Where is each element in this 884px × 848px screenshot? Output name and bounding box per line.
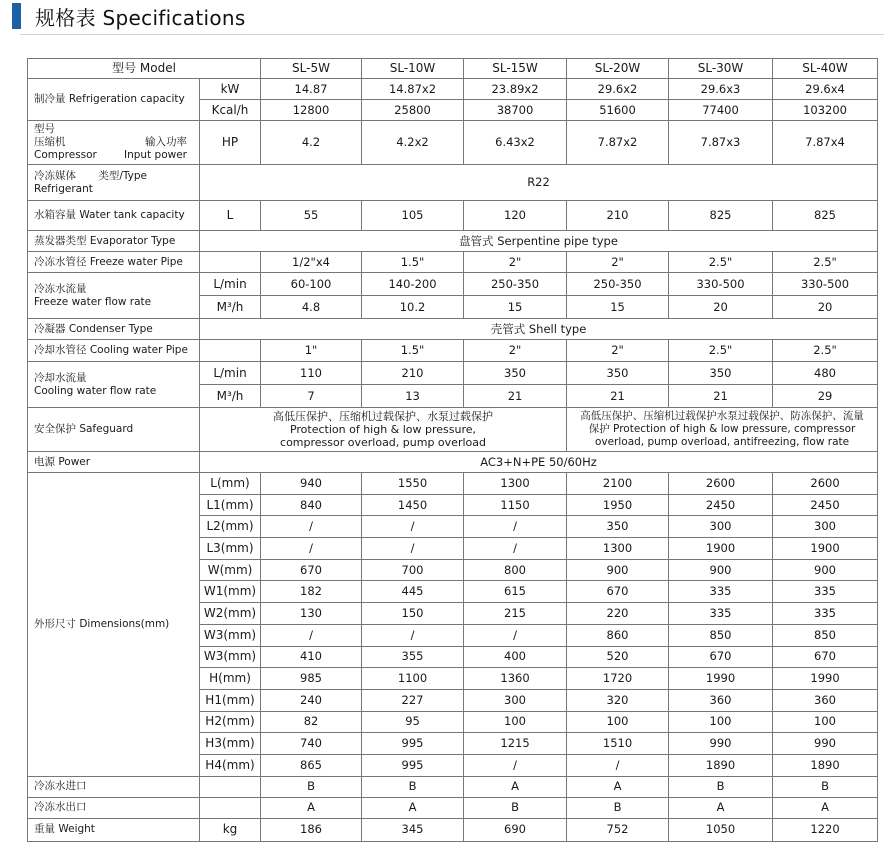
- value-cell: A: [362, 797, 464, 818]
- unit-cell: L/min: [200, 273, 261, 296]
- value-cell: 1720: [567, 668, 669, 690]
- value-cell: 400: [464, 646, 567, 668]
- unit-cell: W1(mm): [200, 581, 261, 603]
- value-cell: 2100: [567, 473, 669, 495]
- value-cell: 860: [567, 624, 669, 646]
- value-cell: 140-200: [362, 273, 464, 296]
- value-cell: 670: [669, 646, 773, 668]
- compressor-label-line: 型号: [34, 123, 55, 135]
- value-cell: 985: [261, 668, 362, 690]
- value-cell: 2.5": [773, 340, 878, 362]
- value-cell: 1510: [567, 733, 669, 755]
- value-cell: 335: [773, 581, 878, 603]
- unit-cell: W2(mm): [200, 603, 261, 625]
- value-cell: /: [362, 624, 464, 646]
- value-cell: 215: [464, 603, 567, 625]
- value-cell: 25800: [362, 100, 464, 121]
- safeguard-label: 安全保护 Safeguard: [28, 408, 200, 452]
- value-cell: 21: [567, 385, 669, 408]
- value-cell: 350: [669, 362, 773, 385]
- dimensions-label: 外形尺寸 Dimensions(mm): [28, 473, 200, 777]
- value-cell: 60-100: [261, 273, 362, 296]
- title-divider: [20, 34, 884, 35]
- unit-cell: kg: [200, 818, 261, 841]
- value-cell: 1990: [773, 668, 878, 690]
- value-cell: 100: [773, 711, 878, 733]
- value-cell: 23.89x2: [464, 79, 567, 100]
- value-cell: 15: [567, 296, 669, 319]
- unit-cell: M³/h: [200, 385, 261, 408]
- value-cell: 2": [567, 340, 669, 362]
- evaporator-value: 盘管式 Serpentine pipe type: [200, 231, 878, 252]
- unit-cell: [200, 776, 261, 797]
- value-cell: 335: [773, 603, 878, 625]
- value-cell: B: [567, 797, 669, 818]
- value-cell: /: [261, 538, 362, 560]
- compressor-label-line: [34, 136, 197, 149]
- weight-label: 重量 Weight: [28, 818, 200, 841]
- model-name-cell: SL-30W: [669, 59, 773, 79]
- unit-cell: L2(mm): [200, 516, 261, 538]
- value-cell: 21: [669, 385, 773, 408]
- value-cell: 100: [567, 711, 669, 733]
- value-cell: 13: [362, 385, 464, 408]
- value-cell: 7.87x4: [773, 121, 878, 165]
- value-cell: 865: [261, 754, 362, 776]
- header-row: [28, 59, 878, 79]
- freeze-flow-row: [28, 273, 878, 296]
- value-cell: 1890: [773, 754, 878, 776]
- outlet-row: [28, 797, 878, 818]
- page-title: 规格表 Specifications: [35, 5, 246, 30]
- value-cell: 4.2x2: [362, 121, 464, 165]
- value-cell: 120: [464, 201, 567, 231]
- value-cell: 300: [464, 689, 567, 711]
- value-cell: 210: [362, 362, 464, 385]
- value-cell: 14.87x2: [362, 79, 464, 100]
- value-cell: 2600: [669, 473, 773, 495]
- cooling-flow-label: [28, 362, 200, 408]
- value-cell: 520: [567, 646, 669, 668]
- value-cell: 335: [669, 581, 773, 603]
- value-cell: 670: [567, 581, 669, 603]
- value-cell: 1.5": [362, 252, 464, 273]
- value-cell: 150: [362, 603, 464, 625]
- value-cell: 21: [464, 385, 567, 408]
- value-cell: B: [464, 797, 567, 818]
- value-cell: 850: [669, 624, 773, 646]
- value-cell: 110: [261, 362, 362, 385]
- unit-cell: W3(mm): [200, 624, 261, 646]
- power-row: [28, 452, 878, 473]
- compressor-row: [28, 121, 878, 165]
- value-cell: 186: [261, 818, 362, 841]
- value-cell: 1950: [567, 494, 669, 516]
- safeguard-row: [28, 408, 878, 452]
- value-cell: 300: [669, 516, 773, 538]
- value-cell: 4.2: [261, 121, 362, 165]
- value-cell: 2": [464, 252, 567, 273]
- value-cell: 7.87x3: [669, 121, 773, 165]
- value-cell: 1150: [464, 494, 567, 516]
- compressor-label-text: 压缩机: [34, 136, 66, 148]
- value-cell: 1550: [362, 473, 464, 495]
- value-cell: 250-350: [567, 273, 669, 296]
- value-cell: 740: [261, 733, 362, 755]
- value-cell: 350: [567, 516, 669, 538]
- value-cell: 1.5": [362, 340, 464, 362]
- value-cell: /: [261, 516, 362, 538]
- safeguard-line: compressor overload, pump overload: [280, 436, 486, 449]
- compressor-label-text: Compressor: [34, 149, 97, 161]
- unit-cell: [200, 252, 261, 273]
- value-cell: 615: [464, 581, 567, 603]
- value-cell: 410: [261, 646, 362, 668]
- value-cell: 100: [464, 711, 567, 733]
- value-cell: 995: [362, 754, 464, 776]
- value-cell: 850: [773, 624, 878, 646]
- specifications-table: [27, 58, 878, 842]
- safeguard-line: Protection of high & low pressure,: [289, 423, 477, 436]
- value-cell: 752: [567, 818, 669, 841]
- unit-cell: H1(mm): [200, 689, 261, 711]
- model-name-cell: SL-5W: [261, 59, 362, 79]
- freeze-flow-label-line: 冷冻水流量: [34, 282, 87, 295]
- value-cell: 700: [362, 559, 464, 581]
- unit-cell: [200, 340, 261, 362]
- value-cell: 227: [362, 689, 464, 711]
- value-cell: 330-500: [669, 273, 773, 296]
- value-cell: 12800: [261, 100, 362, 121]
- value-cell: 55: [261, 201, 362, 231]
- value-cell: 1050: [669, 818, 773, 841]
- unit-cell: W(mm): [200, 559, 261, 581]
- unit-cell: L: [200, 201, 261, 231]
- freeze-flow-label: [28, 273, 200, 319]
- value-cell: /: [362, 538, 464, 560]
- value-cell: A: [669, 797, 773, 818]
- unit-cell: W3(mm): [200, 646, 261, 668]
- unit-cell: L(mm): [200, 473, 261, 495]
- value-cell: /: [464, 516, 567, 538]
- value-cell: B: [261, 776, 362, 797]
- value-cell: 1/2"x4: [261, 252, 362, 273]
- value-cell: A: [464, 776, 567, 797]
- value-cell: 1100: [362, 668, 464, 690]
- value-cell: 300: [773, 516, 878, 538]
- page-header: [12, 2, 246, 30]
- cooling-pipe-label: 冷却水管径 Cooling water Pipe: [28, 340, 200, 362]
- refrigerant-row: [28, 165, 878, 201]
- value-cell: 990: [773, 733, 878, 755]
- cooling-flow-label-line: Cooling water flow rate: [34, 384, 157, 397]
- value-cell: A: [773, 797, 878, 818]
- value-cell: A: [261, 797, 362, 818]
- value-cell: /: [464, 538, 567, 560]
- refrigerant-value: R22: [200, 165, 878, 201]
- title-accent-bar: [12, 3, 21, 29]
- value-cell: 1220: [773, 818, 878, 841]
- unit-cell: HP: [200, 121, 261, 165]
- value-cell: 900: [669, 559, 773, 581]
- weight-row: [28, 818, 878, 841]
- value-cell: 2": [464, 340, 567, 362]
- value-cell: 29: [773, 385, 878, 408]
- power-value: AC3+N+PE 50/60Hz: [200, 452, 878, 473]
- unit-cell: M³/h: [200, 296, 261, 319]
- value-cell: 210: [567, 201, 669, 231]
- safeguard-line: 高低压保护、压缩机过载保护水泵过载保护、防冻保护、流量: [580, 410, 864, 422]
- value-cell: 95: [362, 711, 464, 733]
- value-cell: 105: [362, 201, 464, 231]
- value-cell: /: [464, 754, 567, 776]
- inlet-row: [28, 776, 878, 797]
- compressor-label-line: [34, 149, 197, 162]
- refrigerant-label-text: 类型/Type: [98, 169, 147, 182]
- model-name-cell: SL-10W: [362, 59, 464, 79]
- value-cell: 320: [567, 689, 669, 711]
- value-cell: 840: [261, 494, 362, 516]
- value-cell: 350: [464, 362, 567, 385]
- value-cell: 825: [669, 201, 773, 231]
- value-cell: /: [362, 516, 464, 538]
- unit-cell: [200, 797, 261, 818]
- value-cell: 51600: [567, 100, 669, 121]
- value-cell: 940: [261, 473, 362, 495]
- value-cell: 360: [773, 689, 878, 711]
- water-tank-label: 水箱容量 Water tank capacity: [28, 201, 200, 231]
- outlet-label: 冷冻水出口: [28, 797, 200, 818]
- value-cell: 1900: [773, 538, 878, 560]
- value-cell: 1360: [464, 668, 567, 690]
- value-cell: 1890: [669, 754, 773, 776]
- value-cell: 14.87: [261, 79, 362, 100]
- value-cell: 1450: [362, 494, 464, 516]
- value-cell: 825: [773, 201, 878, 231]
- value-cell: 29.6x3: [669, 79, 773, 100]
- unit-cell: H4(mm): [200, 754, 261, 776]
- value-cell: 1215: [464, 733, 567, 755]
- compressor-label-text: 输入功率: [145, 136, 187, 148]
- unit-cell: L1(mm): [200, 494, 261, 516]
- value-cell: 2.5": [669, 252, 773, 273]
- value-cell: 29.6x4: [773, 79, 878, 100]
- value-cell: 6.43x2: [464, 121, 567, 165]
- unit-cell: H3(mm): [200, 733, 261, 755]
- unit-cell: H(mm): [200, 668, 261, 690]
- value-cell: /: [261, 624, 362, 646]
- safeguard-left: [200, 408, 567, 452]
- model-name-cell: SL-20W: [567, 59, 669, 79]
- model-name-cell: SL-40W: [773, 59, 878, 79]
- model-name-cell: SL-15W: [464, 59, 567, 79]
- value-cell: 1300: [464, 473, 567, 495]
- value-cell: 240: [261, 689, 362, 711]
- inlet-label: 冷冻水进口: [28, 776, 200, 797]
- value-cell: 2.5": [773, 252, 878, 273]
- value-cell: 82: [261, 711, 362, 733]
- safeguard-line: overload, pump overload, antifreezing, flow rate: [594, 436, 850, 448]
- value-cell: 20: [773, 296, 878, 319]
- value-cell: 330-500: [773, 273, 878, 296]
- value-cell: 250-350: [464, 273, 567, 296]
- value-cell: 1990: [669, 668, 773, 690]
- freeze-flow-label-line: Freeze water flow rate: [34, 295, 152, 308]
- power-label: 电源 Power: [28, 452, 200, 473]
- dimension-row: [28, 473, 878, 495]
- condenser-row: [28, 319, 878, 340]
- evaporator-label: 蒸发器类型 Evaporator Type: [28, 231, 200, 252]
- value-cell: 20: [669, 296, 773, 319]
- unit-cell: kW: [200, 79, 261, 100]
- cooling-flow-row: [28, 362, 878, 385]
- value-cell: 2": [567, 252, 669, 273]
- value-cell: 1300: [567, 538, 669, 560]
- value-cell: 345: [362, 818, 464, 841]
- value-cell: 77400: [669, 100, 773, 121]
- condenser-label: 冷凝器 Condenser Type: [28, 319, 200, 340]
- freeze-pipe-label: 冷冻水管径 Freeze water Pipe: [28, 252, 200, 273]
- cooling-pipe-row: [28, 340, 878, 362]
- safeguard-right: [567, 408, 878, 452]
- compressor-label-text: Input power: [124, 149, 187, 161]
- value-cell: 10.2: [362, 296, 464, 319]
- model-label: 型号 Model: [28, 59, 261, 79]
- value-cell: A: [567, 776, 669, 797]
- value-cell: 2600: [773, 473, 878, 495]
- condenser-value: 壳管式 Shell type: [200, 319, 878, 340]
- value-cell: 29.6x2: [567, 79, 669, 100]
- value-cell: 100: [669, 711, 773, 733]
- value-cell: 220: [567, 603, 669, 625]
- evaporator-row: [28, 231, 878, 252]
- value-cell: 2450: [669, 494, 773, 516]
- value-cell: 103200: [773, 100, 878, 121]
- value-cell: 7.87x2: [567, 121, 669, 165]
- value-cell: B: [669, 776, 773, 797]
- value-cell: /: [464, 624, 567, 646]
- value-cell: 445: [362, 581, 464, 603]
- value-cell: 900: [567, 559, 669, 581]
- value-cell: 360: [669, 689, 773, 711]
- value-cell: 2450: [773, 494, 878, 516]
- value-cell: B: [362, 776, 464, 797]
- safeguard-line: 保护 Protection of high & low pressure, compressor: [588, 423, 856, 435]
- value-cell: /: [567, 754, 669, 776]
- value-cell: 2.5": [669, 340, 773, 362]
- value-cell: 800: [464, 559, 567, 581]
- unit-cell: L3(mm): [200, 538, 261, 560]
- value-cell: 355: [362, 646, 464, 668]
- value-cell: 4.8: [261, 296, 362, 319]
- safeguard-line: 高低压保护、压缩机过载保护、水泵过载保护: [273, 410, 493, 423]
- value-cell: 995: [362, 733, 464, 755]
- unit-cell: L/min: [200, 362, 261, 385]
- value-cell: 38700: [464, 100, 567, 121]
- value-cell: 350: [567, 362, 669, 385]
- value-cell: 670: [773, 646, 878, 668]
- water-tank-row: [28, 201, 878, 231]
- cooling-flow-label-line: 冷却水流量: [34, 371, 87, 384]
- refrigerant-label: [28, 165, 200, 201]
- refrigerant-label-text: 冷冻媒体: [34, 169, 76, 182]
- value-cell: 1": [261, 340, 362, 362]
- refrigerant-label-line: Refrigerant: [34, 182, 93, 195]
- value-cell: B: [773, 776, 878, 797]
- value-cell: 690: [464, 818, 567, 841]
- freeze-pipe-row: [28, 252, 878, 273]
- refrigerant-label-line: [34, 170, 197, 183]
- value-cell: 670: [261, 559, 362, 581]
- compressor-label: [28, 121, 200, 165]
- value-cell: 900: [773, 559, 878, 581]
- unit-cell: Kcal/h: [200, 100, 261, 121]
- refrigeration-row: [28, 79, 878, 100]
- value-cell: 7: [261, 385, 362, 408]
- value-cell: 130: [261, 603, 362, 625]
- value-cell: 480: [773, 362, 878, 385]
- unit-cell: H2(mm): [200, 711, 261, 733]
- value-cell: 335: [669, 603, 773, 625]
- value-cell: 990: [669, 733, 773, 755]
- value-cell: 1900: [669, 538, 773, 560]
- refrigeration-label: 制冷量 Refrigeration capacity: [28, 79, 200, 121]
- value-cell: 15: [464, 296, 567, 319]
- value-cell: 182: [261, 581, 362, 603]
